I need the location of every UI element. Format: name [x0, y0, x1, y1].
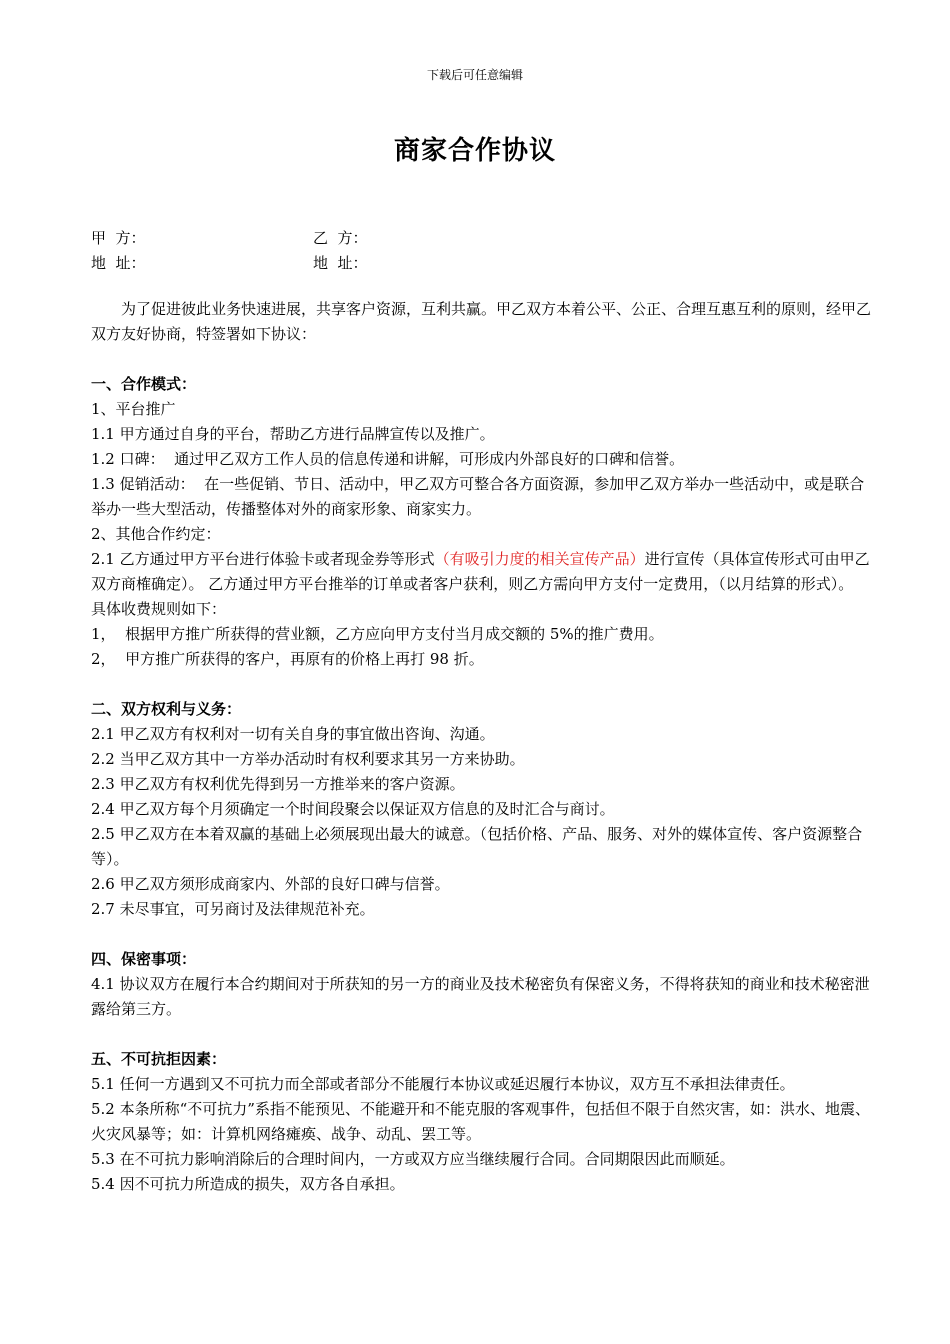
- address-row: [91, 251, 871, 276]
- address-a-label: 地 址：: [91, 254, 146, 272]
- clause-5-4: 5.4 因不可抗力所造成的损失，双方各自承担。: [91, 1175, 405, 1193]
- section-4-heading: 四、保密事项：: [91, 950, 197, 968]
- clause-5-1: 5.1 任何一方遇到又不可抗力而全部或者部分不能履行本协议或延迟履行本协议，双方互不承担法律责任。: [91, 1075, 795, 1093]
- clause-2-5-rights: 2.5 甲乙双方在本着双赢的基础上必须展现出最大的诚意。（包括价格、产品、服务、对外的媒体宣传、客户资源整合等）。: [91, 825, 863, 868]
- party-a-label: 甲 方：: [91, 229, 146, 247]
- clause-2-1-post: 进行宣传（具体宣传形式可由甲乙双方商榷确定）。 乙方通过甲方平台推举的订单或者客户获利，则乙方需向甲方支付一定费用，（以月结算的形式）。: [91, 550, 870, 593]
- clause-2-7-rights: 2.7 未尽事宜，可另商讨及法律规范补充。: [91, 900, 375, 918]
- section-1-heading: 一、合作模式：: [91, 375, 197, 393]
- clause-2-6-rights: 2.6 甲乙双方须形成商家内、外部的良好口碑与信誉。: [91, 875, 450, 893]
- party-b-label: 乙 方：: [313, 229, 368, 247]
- clause-1-1: 1.1 甲方通过自身的平台，帮助乙方进行品牌宣传以及推广。: [91, 425, 495, 443]
- clause-2-1: [91, 547, 871, 597]
- section-2-heading: 二、双方权利与义务：: [91, 700, 242, 718]
- header-note: 下载后可任意编辑: [426, 68, 523, 82]
- clause-2-1-rights: 2.1 甲乙双方有权利对一切有关自身的事宜做出咨询、沟通。: [91, 725, 495, 743]
- fee-rules-heading: 具体收费规则如下：: [91, 600, 227, 618]
- clause-2-3-rights: 2.3 甲乙双方有权利优先得到另一方推举来的客户资源。: [91, 775, 465, 793]
- sub-heading-platform: 1、平台推广: [91, 400, 176, 418]
- clause-2-4-rights: 2.4 甲乙双方每个月须确定一个时间段聚会以保证双方信息的及时汇合与商讨。: [91, 800, 615, 818]
- clause-4-1: 4.1 协议双方在履行本合约期间对于所获知的另一方的商业及技术秘密负有保密义务，不得将获知的商业和技术秘密泄露给第三方。: [91, 975, 870, 1018]
- fee-rule-2: 2， 甲方推广所获得的客户，再原有的价格上再打 98 折。: [91, 650, 484, 668]
- document-title: 商家合作协议: [393, 136, 556, 166]
- clause-1-2: 1.2 口碑： 通过甲乙双方工作人员的信息传递和讲解，可形成内外部良好的口碑和信誉。: [91, 450, 685, 468]
- clause-2-1-highlight: （有吸引力度的相关宣传产品）: [434, 550, 645, 568]
- clause-2-2-rights: 2.2 当甲乙双方其中一方举办活动时有权利要求其另一方来协助。: [91, 750, 525, 768]
- parties-block: [91, 226, 871, 276]
- clause-2-1-pre: 2.1 乙方通过甲方平台进行体验卡或者现金券等形式: [91, 550, 435, 568]
- agreement-body: [91, 297, 871, 1197]
- intro-paragraph: 为了促进彼此业务快速进展，共享客户资源，互利共赢。甲乙双方本着公平、公正、合理互惠互利的原则，经甲乙双方友好协商，特签署如下协议：: [91, 300, 872, 343]
- clause-5-3: 5.3 在不可抗力影响消除后的合理时间内，一方或双方应当继续履行合同。合同期限因此而顺延。: [91, 1150, 735, 1168]
- clause-5-2: 5.2 本条所称“不可抗力”系指不能预见、不能避开和不能克服的客观事件，包括但不限于自然灾害，如：洪水、地震、火灾风暴等；如：计算机网络瘫痪、战争、动乱、罢工等。: [91, 1100, 870, 1143]
- party-row: [91, 226, 871, 251]
- sub-heading-other: 2、其他合作约定：: [91, 525, 221, 543]
- fee-rule-1: 1， 根据甲方推广所获得的营业额，乙方应向甲方支付当月成交额的 5%的推广费用。: [91, 625, 664, 643]
- clause-1-3: 1.3 促销活动： 在一些促销、节日、活动中，甲乙双方可整合各方面资源，参加甲乙双方举办一些活动中，或是联合举办一些大型活动，传播整体对外的商家形象、商家实力。: [91, 475, 865, 518]
- address-b-label: 地 址：: [313, 254, 368, 272]
- section-5-heading: 五、不可抗拒因素：: [91, 1050, 227, 1068]
